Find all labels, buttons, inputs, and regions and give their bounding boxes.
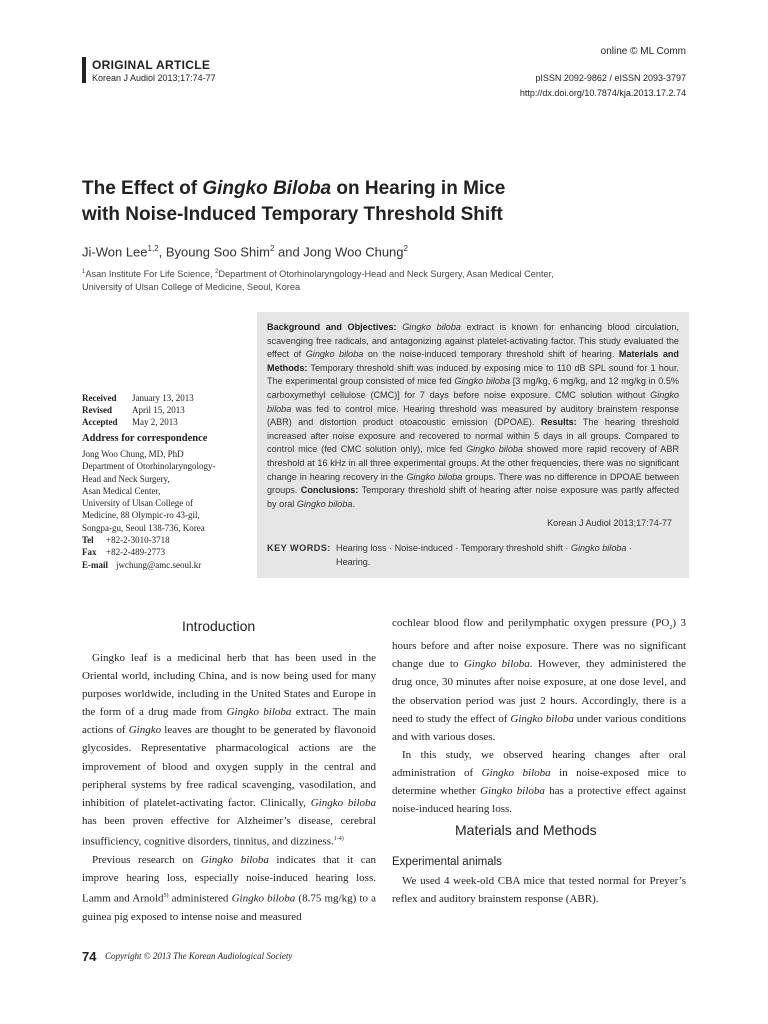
- affiliations: $^1$Asan Institute For Life Science, $^2$Department of Otorhinolaryngology-Head and Neck Surgery, Asan Medical Center, University of Ulsan College of Medicine, Seoul, Korea: [82, 269, 554, 293]
- email-link[interactable]: jwchung@amc.seoul.kr: [116, 559, 202, 570]
- article-type-bar: [82, 57, 86, 83]
- issn: pISSN 2092-9862 / eISSN 2093-3797: [535, 73, 686, 83]
- received-date: Received January 13, 2013: [82, 393, 194, 403]
- copyright-notice: Copyright © 2013 The Korean Audiological Society: [105, 951, 293, 961]
- experimental-animals-subheading: Experimental animals: [392, 856, 502, 868]
- methods-column: [392, 872, 686, 908]
- intro-paragraph-3: In this study, we observed hearing changes after oral administration of Gingko biloba in noise-exposed mice to determine whether Gingko biloba has a protective effect against noise-induced hearing loss.: [392, 748, 687, 816]
- introduction-heading: Introduction: [182, 618, 256, 634]
- doi-link[interactable]: http://dx.doi.org/10.7874/kja.2013.17.2.74: [519, 88, 686, 98]
- intro-column-left: [82, 649, 376, 926]
- abstract-text: Background and Objectives: Gingko biloba extract is known for enhancing blood circulation, scavenging free radicals, and antagonizing against platelet-activating factor. This study evaluated the effect of Gingko biloba on the noise-induced temporary threshold shift of hearing. Materials and Methods: Temporary threshold shift was induced by exposing mice to 110 dB SPL sound for 1 hour. The experimental group consisted of mice fed Gingko biloba [3 mg/kg, 6 mg/kg, and 12 mg/kg in 0.5% carboxymethyl cellulose (CMC)] for 7 days before noise exposure. CMC solution without Gingko biloba was fed to control mice. Hearing threshold was measured by auditory brainstem response (ABR) and distortion product otoacoustic emission (DPOAE). Results: The hearing threshold increased after noise exposure and recovered to normal within 5 days in all groups. Compared to control mice (fed CMC solution only), mice fed Gingko biloba showed more rapid recovery of ABR threshold at 16 kHz in all three experimental groups. At the other frequencies, there was no significant change in hearing recovery in the Gingko biloba groups. There was no difference in DPOAE between groups. Conclusions: Temporary threshold shift of hearing after noise exposure was partly affected by oral Gingko biloba.: [267, 322, 679, 509]
- accepted-date: Accepted May 2, 2013: [82, 417, 178, 427]
- intro-paragraph-2: Previous research on Gingko biloba indicates that it can improve hearing loss, especially noise-induced hearing loss. Lamm and Arnold$^{5)}$ administered Gingko biloba (8.75 mg/kg) to a guinea pig exposed to intense noise and measured: [82, 853, 377, 923]
- abstract-citation: Korean J Audiol 2013;17:74-77: [547, 518, 672, 528]
- online-label: online © ML Comm: [600, 46, 686, 57]
- paper-title: The Effect of Gingko Biloba on Hearing in Mice with Noise-Induced Temporary Threshold Shift: [82, 178, 506, 225]
- methods-heading: Materials and Methods: [455, 822, 597, 838]
- intro-paragraph-2-cont: cochlear blood flow and perilymphatic oxygen pressure $(PO_2)$ 3 hours before and after noise exposure. There was no significant change due to Gingko biloba. However, they administered the drug once, 30 minutes after noise exposure, at one dose level, and the observation period was just 2 hours. Accordingly, there is a need to study the effect of Gingko biloba under various conditions and with various doses.: [392, 617, 686, 743]
- article-type: ORIGINAL ARTICLE: [92, 58, 211, 72]
- methods-paragraph-1: We used 4 week-old CBA mice that tested normal for Preyer’s reflex and auditory brainstem response (ABR).: [392, 875, 686, 906]
- intro-paragraph-1: Gingko leaf is a medicinal herb that has been used in the Oriental world, including China, and is now being used for many purposes worldwide, including in the United States and Europe in the form of a drug made from Gingko biloba extract. The main actions of Gingko leaves are thought to be generated by flavonoid glycosides. Representative pharmacological actions are the improvement of blood and oxygen supply in the central and peripheral systems by free radical scavenging, vasodilation, and inhibition of platelet-activating factor. Clinically, Gingko biloba has been proven effective for Alzheimer’s disease, cerebral insufficiency, cognitive disorders, tinnitus, and dizziness.$^{1-4)}$: [82, 652, 377, 848]
- journal-citation: Korean J Audiol 2013;17:74-77: [92, 73, 216, 83]
- keywords: KEY WORDS: Hearing loss · Noise-induced · Temporary threshold shift · Gingko biloba · Hearing.: [267, 543, 633, 567]
- revised-date: Revised April 15, 2013: [82, 405, 185, 415]
- author-list: Ji-Won Lee$^{1,2}$, Byoung Soo Shim$^2$ and Jong Woo Chung$^2$: [82, 244, 408, 260]
- intro-column-right: [392, 614, 686, 818]
- page-number: 74: [82, 949, 97, 964]
- correspondence-address: Jong Woo Chung, MD, PhD Department of Otorhinolaryngology- Head and Neck Surgery, Asan Medical Center, University of Ulsan College of Medicine, 88 Olympic-ro 43-gil, Songpa-gu, Seoul 138-736, Korea Tel +82-2-3010-3718 Fax +82-2-489-2773 E-mail jwchung@amc.seoul.kr: [82, 449, 216, 570]
- correspondence-heading: Address for correspondence: [82, 433, 208, 444]
